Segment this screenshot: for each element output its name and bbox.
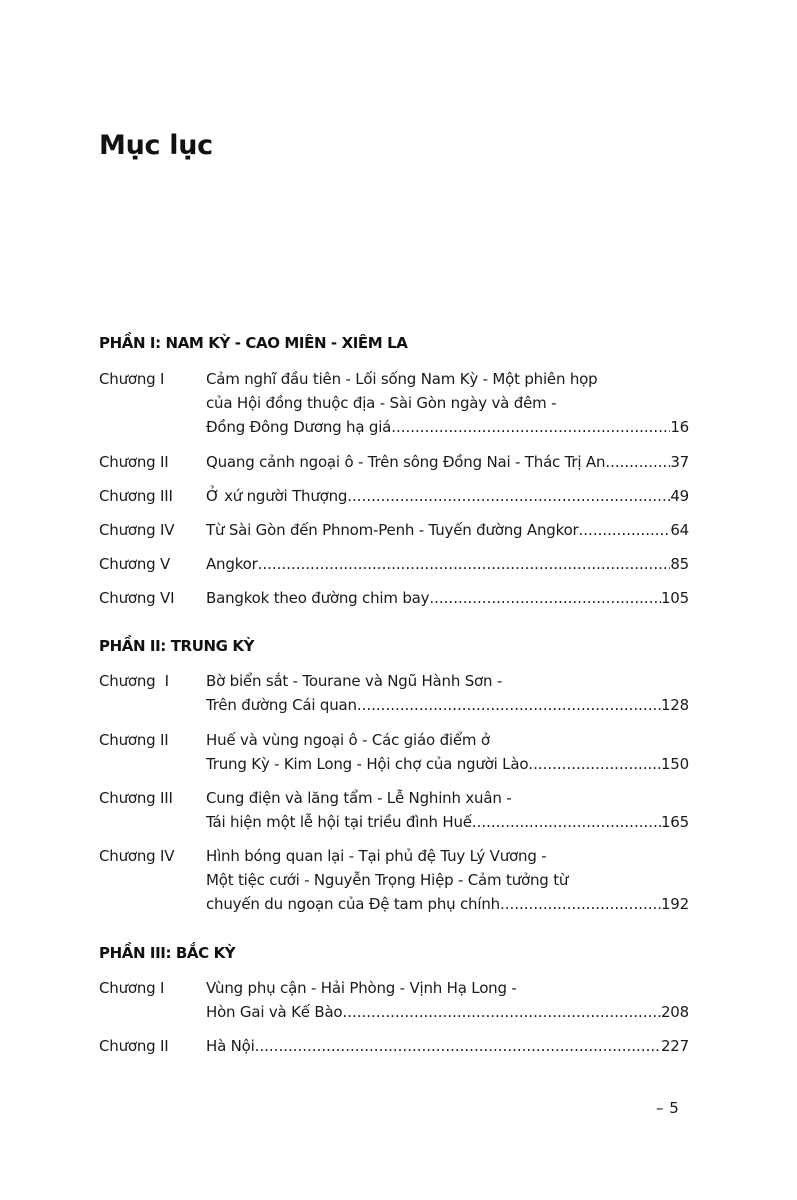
entry-line-last: Hà Nội <box>206 1037 255 1055</box>
entry-line: Huế và vùng ngoại ô - Các giáo điểm ở <box>206 731 490 749</box>
page-ref: 64 <box>670 521 689 539</box>
page-ref: 150 <box>660 755 689 773</box>
chapter-label: Chương III <box>99 487 173 505</box>
chapter-label: Chương IV <box>99 521 175 539</box>
entry-line-last: Quang cảnh ngoại ô - Trên sông Đồng Nai - Thác Trị An <box>206 453 606 471</box>
dot-leader <box>472 810 661 834</box>
dot-leader <box>605 450 670 474</box>
page-ref: 192 <box>660 895 689 913</box>
dot-leader <box>429 586 661 610</box>
entry-line-last: Đồng Đông Dương hạ giá <box>206 418 392 436</box>
dot-leader <box>258 552 671 576</box>
chapter-label: Chương IV <box>99 847 175 865</box>
dot-leader <box>255 1034 661 1058</box>
entry-line-last: Trên đường Cái quan <box>206 696 357 714</box>
part-heading-2: PHẦN II: TRUNG KỲ <box>99 637 255 655</box>
chapter-label: Chương V <box>99 555 171 573</box>
entry-line: Vùng phụ cận - Hải Phòng - Vịnh Hạ Long - <box>206 979 517 997</box>
dot-leader <box>391 415 670 439</box>
chapter-label: Chương II <box>99 453 169 471</box>
dot-leader <box>500 892 661 916</box>
dot-leader <box>579 518 671 542</box>
page-ref: 105 <box>660 589 689 607</box>
entry-line-last: Trung Kỳ - Kim Long - Hội chợ của người Lào <box>206 755 529 773</box>
chapter-label: Chương II <box>99 1037 169 1055</box>
dot-leader <box>528 752 661 776</box>
chapter-label: Chương III <box>99 789 173 807</box>
page-ref: 49 <box>670 487 689 505</box>
entry-line-last: Ở xứ người Thượng <box>206 487 348 505</box>
entry-line-last: Angkor <box>206 555 258 573</box>
chapter-label: Chương I <box>99 979 165 997</box>
entry-line-last: Hòn Gai và Kế Bào <box>206 1003 343 1021</box>
entry-line-last: chuyến du ngoạn của Đệ tam phụ chính <box>206 895 500 913</box>
entry-line-last: Bangkok theo đường chim bay <box>206 589 430 607</box>
page-ref: 16 <box>670 418 689 436</box>
page-ref: 37 <box>670 453 689 471</box>
chapter-label: Chương VI <box>99 589 175 607</box>
chapter-label: Chương II <box>99 731 169 749</box>
part-heading-1: PHẦN I: NAM KỲ - CAO MIÊN - XIÊM LA <box>99 334 408 352</box>
part-heading-3: PHẦN III: BẮC KỲ <box>99 944 236 962</box>
entry-line: của Hội đồng thuộc địa - Sài Gòn ngày và đêm - <box>206 394 557 412</box>
page-number: – 5 <box>656 1099 680 1117</box>
entry-line-last: Từ Sài Gòn đến Phnom-Penh - Tuyến đường Angkor <box>206 521 579 539</box>
dot-leader <box>342 1000 661 1024</box>
entry-line-last: Tái hiện một lễ hội tại triều đình Huế <box>206 813 472 831</box>
chapter-label: Chương I <box>99 370 165 388</box>
entry-line: Cung điện và lăng tẩm - Lễ Nghinh xuân - <box>206 789 512 807</box>
page-ref: 85 <box>670 555 689 573</box>
dot-leader <box>357 693 661 717</box>
page-ref: 227 <box>660 1037 689 1055</box>
entry-line: Hình bóng quan lại - Tại phủ đệ Tuy Lý Vương - <box>206 847 547 865</box>
entry-line: Một tiệc cưới - Nguyễn Trọng Hiệp - Cảm tưởng từ <box>206 871 569 889</box>
page-ref: 208 <box>660 1003 689 1021</box>
page-ref: 165 <box>660 813 689 831</box>
entry-line: Cảm nghĩ đầu tiên - Lối sống Nam Kỳ - Một phiên họp <box>206 370 598 388</box>
dot-leader <box>347 484 670 508</box>
chapter-label: Chương I <box>99 672 169 690</box>
entry-line: Bờ biển sắt - Tourane và Ngũ Hành Sơn - <box>206 672 503 690</box>
page-title: Mục lục <box>99 130 213 161</box>
page-ref: 128 <box>660 696 689 714</box>
